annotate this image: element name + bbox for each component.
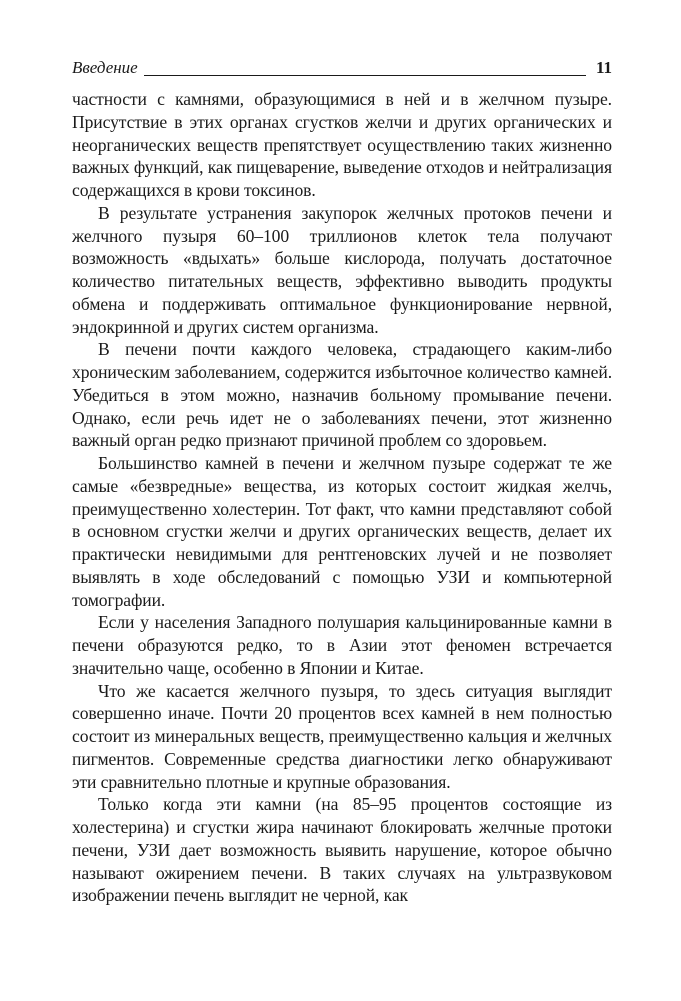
paragraph: Только когда эти камни (на 85–95 процентов состоящие из холестерина) и сгустки жира начинают блокировать желчные протоки печени, УЗИ дает возможность выявить нарушение, которое обычно называют ожирением печени. В таких случаях на ультразвуковом изображении печень выглядит не черной, как xyxy=(72,794,612,906)
paragraph: Что же касается желчного пузыря, то здесь ситуация выглядит совершенно иначе. Почти 20 процентов всех камней в нем полностью состоит из минеральных веществ, преимущественно кальция и желчных пигментов. Современные средства диагностики легко обнаруживают эти сравнительно плотные и крупные образования. xyxy=(72,680,612,792)
book-page xyxy=(72,56,612,907)
section-title: Введение xyxy=(72,58,138,77)
paragraph: В печени почти каждого человека, страдающего каким-либо хроническим заболеванием, содержится избыточное количество камней. Убедиться в этом можно, назначив больному промывание печени. Однако, если речь идет не о заболеваниях печени, этот жизненно важный орган редко признают причиной проблем со здоровьем. xyxy=(72,339,612,451)
header-rule xyxy=(144,75,586,76)
paragraph: Большинство камней в печени и желчном пузыре содержат те же самые «безвредные» вещества, из которых состоит жидкая желчь, преимущественно холестерин. Тот факт, что камни представляют собой в основном сгустки желчи и других органических веществ, делает их практически невидимыми для рентгеновских лучей и не позволяет выявлять в ходе обследований с помощью УЗИ и компьютерной томографии. xyxy=(72,453,612,610)
paragraph: В результате устранения закупорок желчных протоков печени и желчного пузыря 60–100 триллионов клеток тела получают возможность «вдыхать» больше кислорода, получать достаточное количество питательных веществ, эффективно выводить продукты обмена и поддерживать оптимальное функционирование нервной, эндокринной и других систем организма. xyxy=(72,202,612,337)
body-text xyxy=(72,88,612,907)
running-head xyxy=(72,56,612,80)
page-number: 11 xyxy=(595,58,612,77)
paragraph: Если у населения Западного полушария кальцинированные камни в печени образуются редко, то в Азии этот феномен встречается значительно чаще, особенно в Японии и Китае. xyxy=(72,612,612,678)
paragraph: частности с камнями, образующимися в ней и в желчном пузыре. Присутствие в этих органах сгустков желчи и других органических и неорганических веществ препятствует осуществлению таких жизненно важных функций, как пищеварение, выведение отходов и нейтрализация содержащихся в крови токсинов. xyxy=(72,89,612,200)
